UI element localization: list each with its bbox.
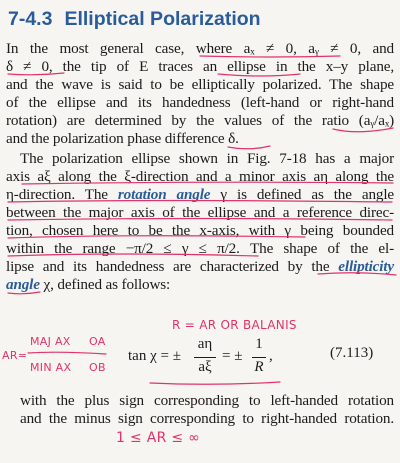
equation-num-2: 1 (255, 336, 263, 352)
handwritten-oa: OA (89, 335, 106, 348)
p1-line-4: of the ellipse and its handedness (left-hand or right-hand (6, 94, 394, 111)
p1-line-1: In the most general case, where aₓ ≠ 0, aᵧ ≠ 0, and (6, 40, 394, 57)
equation-number: (7.113) (330, 345, 374, 361)
section-heading (8, 8, 261, 31)
rotation-angle-term: rotation angle (117, 186, 211, 203)
p1-line-3: and the wave is said to be elliptically polarized. The shape (6, 76, 394, 93)
equation-mid: = ± (222, 348, 243, 364)
p2-line-2: axis aξ along the ξ-direction and a minor axis aη along the (6, 168, 394, 185)
handwritten-ob: OB (89, 361, 106, 374)
handwritten-minor-axis: MIN AX (30, 361, 72, 374)
fraction-bar-2 (252, 357, 266, 358)
p2-line-3-start: η-direction. The (6, 186, 108, 203)
p3-line-1: with the plus sign corresponding to left-handed rotation (20, 392, 394, 409)
equation-den-2: R (254, 359, 264, 375)
angle-term: angle (6, 276, 40, 293)
p2-line-6: within the range −π/2 ≤ γ ≤ π/2. The shape of the el- (6, 240, 394, 257)
section-number: 7-4.3 (8, 8, 53, 30)
p2-line-5: tion, chosen here to be the x-axis, with γ being bounded (6, 222, 394, 239)
ellipticity-term: ellipticity (338, 258, 394, 275)
p2-line-7 (6, 258, 394, 276)
p2-line-3 (6, 186, 394, 204)
p2-line-3-end: γ is defined as the angle (220, 186, 394, 203)
p2-line-8 (6, 276, 170, 294)
p2-line-4: between the major axis of the ellipse and a reference direc- (6, 204, 394, 221)
p2-line-8-end: χ, defined as follows: (43, 276, 171, 293)
equation-lhs: tan χ = ± (128, 348, 181, 364)
equation-num-1: aη (197, 336, 213, 352)
equation-tail: , (269, 348, 273, 364)
handwritten-ar-label: AR= (2, 349, 28, 362)
handwritten-note-ar: R = AR OR BALANIS (172, 318, 297, 332)
ar-fraction-bar (28, 352, 106, 354)
underline-equation (150, 382, 280, 384)
p3-line-2: and the minus sign corresponding to right-handed rotation. (20, 410, 394, 427)
p1-line-2: δ ≠ 0, the tip of E traces an ellipse in the x–y plane, (6, 58, 394, 75)
equation-den-1: aξ (198, 359, 212, 375)
section-title: Elliptical Polarization (64, 8, 261, 30)
p1-line-5: rotation) are determined by the values of the ratio (aᵧ/aₓ) (6, 112, 394, 129)
p2-line-7-start: lipse and its handedness are characterized by the (6, 258, 330, 275)
handwritten-major-axis: MAJ AX (30, 335, 71, 348)
p1-line-6: and the polarization phase difference δ. (6, 130, 239, 147)
fraction-bar-1 (194, 357, 216, 358)
handwritten-ar-range: 1 ≤ AR ≤ ∞ (116, 430, 201, 446)
p2-line-1: The polarization ellipse shown in Fig. 7-18 has a major (20, 150, 394, 167)
equation-7-113 (128, 336, 278, 378)
